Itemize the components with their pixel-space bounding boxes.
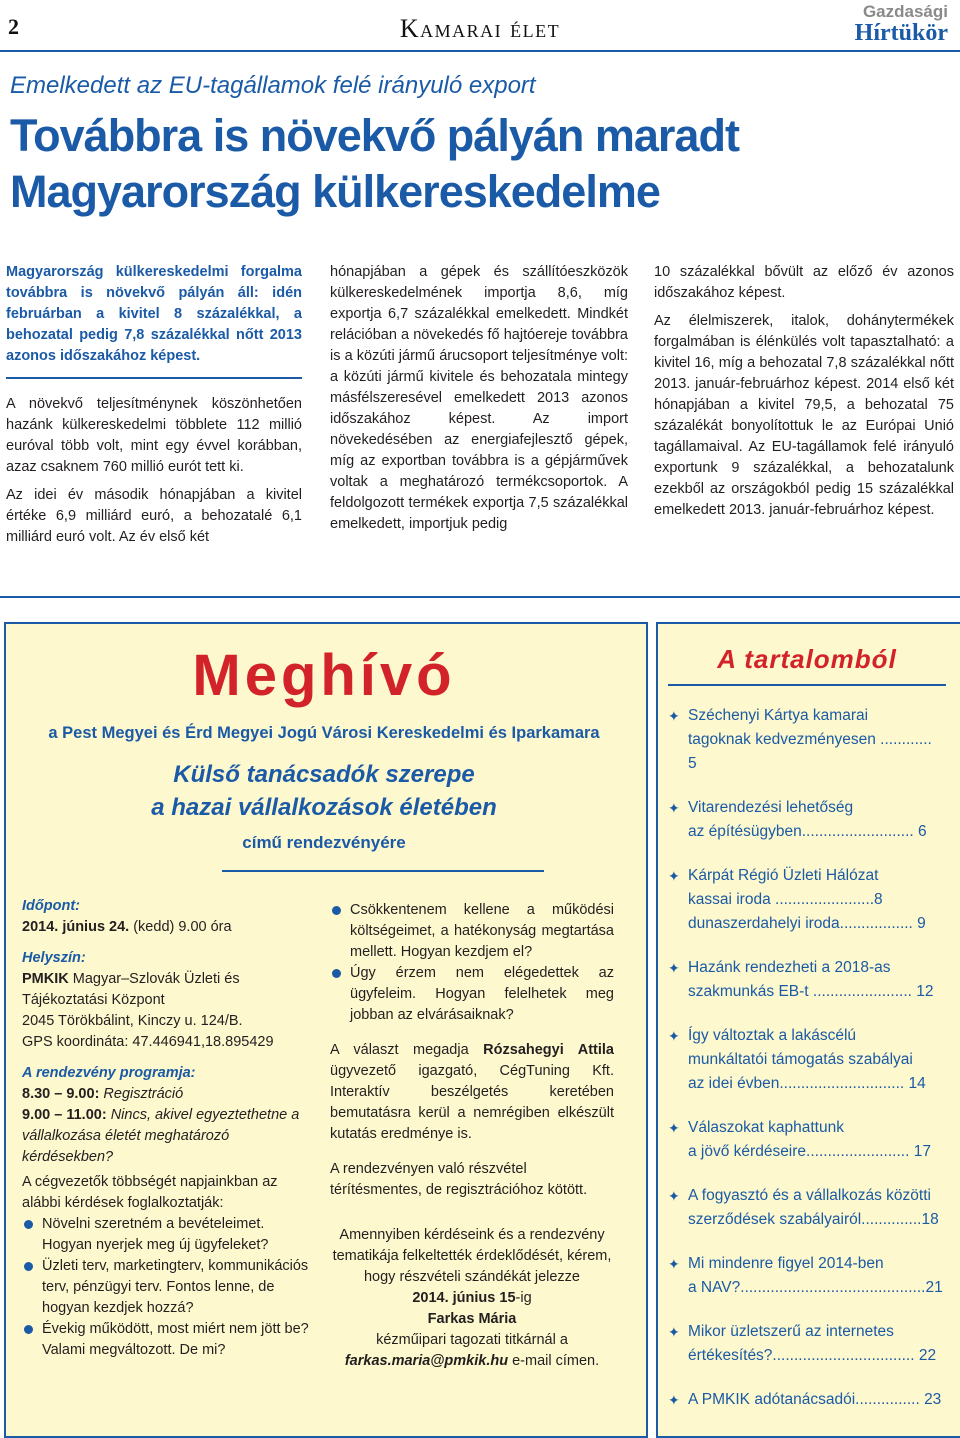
question-item: Üzleti terv, marketingterv, kommunikációs terv, pénzügyi terv. Fontos lenne, de hogyan kezdjek hozzá? <box>22 1256 310 1319</box>
address: 2045 Törökbálint, Kinczy u. 124/B. <box>22 1013 243 1029</box>
question-item: Növelni szeretném a bevételeimet. Hogyan nyerjek meg új ügyfeleket? <box>22 1214 310 1256</box>
article-column-1-body <box>6 394 302 555</box>
page-number: 2 <box>8 14 19 39</box>
toc-title: A tartalomból <box>717 644 897 674</box>
headline-line-2: Magyarország külkereskedelme <box>10 166 660 217</box>
program-item-2: 9.00 – 11.00: Nincs, akivel egyeztethetne a vállalkozása életét meghatározó kérdésekben? <box>22 1107 300 1165</box>
answer-paragraph: A választ megadja Rózsahegyi Attila ügyvezető igazgató, CégTuning Kft. Interaktív beszélgetés keretében bemutatásra kerül a nemrégiben elkészült kutatás eredménye is. <box>330 1042 614 1142</box>
date-value: 2014. június 24. (kedd) 9.00 óra <box>22 919 232 935</box>
program-label: A rendezvény programja: <box>22 1065 196 1081</box>
article-column-2 <box>330 262 628 542</box>
article-column-3 <box>654 262 954 528</box>
contact-email[interactable]: farkas.maria@pmkik.hu <box>344 1353 509 1369</box>
questions-intro: A cégvezetők többségét napjainkban az alábbi kérdések foglalkoztatják: <box>22 1174 278 1211</box>
contact-title: kézműipari tagozati titkárnál a <box>376 1332 568 1348</box>
toc-item[interactable]: ✦ Széchenyi Kártya kamarai tagoknak kedvezményesen ............ 5 <box>668 704 944 776</box>
invitation-event-title <box>4 758 644 824</box>
brand-top: Gazdasági <box>862 2 948 21</box>
invitation-right-column <box>330 900 614 1372</box>
article-lead: Magyarország külkereskedelmi forgalma továbbra is növekvő pályán áll: idén februárban a kivitel 8 százalékkal, a behozatal pedig 7,8 százalékkal nőtt 2013 azonos időszakához képest. <box>6 264 302 364</box>
contact-name: Farkas Mária <box>427 1311 517 1327</box>
program-item-1: 8.30 – 9.00: Regisztráció <box>22 1086 184 1102</box>
invitation-organizer: a Pest Megyei és Érd Megyei Jogú Városi Kereskedelmi és Iparkamara <box>48 724 600 742</box>
invitation-left-column <box>22 896 310 1361</box>
invitation-event-suffix: című rendezvényére <box>242 833 406 852</box>
article-headline <box>10 108 950 220</box>
participation-note: A rendezvényen való részvétel térítésmentes, de regisztrációhoz kötött. <box>330 1161 588 1198</box>
article-paragraph: Az élelmiszerek, italok, dohánytermékek forgalmában is élénkülés volt tapasztalható: a kivitel 16, míg a behozatal 7,8 százalékkal nőtt 2013. január-februárhoz képest. 2014 első két hónapjában a kivitel 79,5, a behozatal 75 százalékát bonyolítottuk le az Európai Unió tagállamaival. Az EU-tagállamok felé irányuló exportunk 9 százalékkal, a behozatalunk ezekből az országokból pedig 15 százalékkal emelkedett 2013. január-februárhoz képest. <box>654 313 954 518</box>
toc-item[interactable]: ✦ Válaszokat kaphattunk a jövő kérdéseire........................ 17 <box>668 1116 944 1164</box>
brand-bottom: Hírtükör <box>854 20 948 46</box>
invitation-rule <box>222 870 544 872</box>
toc-rule <box>668 684 946 686</box>
header-rule <box>0 50 960 52</box>
toc-item[interactable]: ✦ Kárpát Régió Üzleti Hálózat kassai iroda .......................8 dunaszerdahelyi iroda................. 9 <box>668 864 944 936</box>
toc-item[interactable]: ✦ Vitarendezési lehetőség az építésügyben.......................... 6 <box>668 796 944 844</box>
toc-item[interactable]: ✦ Így változtak a lakáscélú munkáltatói támogatás szabályai az idei évben............................. 14 <box>668 1024 944 1096</box>
date-label: Időpont: <box>22 898 80 914</box>
article-paragraph: hónapjában a gépek és szállítóeszközök külkereskedelmének importja 8,6, míg exportja 6,7 százalékkal emelkedett. Mindkét relációban a növekedés fő hajtóereje továbbra is a közúti jármű árucsoport teljesítménye volt: a közúti jármű kivitele és behozatala mintegy másfélszeresével emelkedett 2013 azonos időszakához képest. Az import növekedésében az energiafejlesztő gépek, míg az exportban továbbra is a gépjárművek voltak a meghatározó termékcsoportok. A feldolgozott termékek exportja 7,5 százalékkal emelkedett, importjuk pedig <box>330 264 628 532</box>
place-value: PMKIK Magyar–Szlovák Üzleti és Tájékoztatási Központ <box>22 971 240 1008</box>
article-bottom-rule <box>0 596 960 598</box>
gps-coordinates: GPS koordináta: 47.446941,18.895429 <box>22 1034 274 1050</box>
article-paragraph: A növekvő teljesítménynek köszönhetően hazánk külkereskedelmi többlete 112 millió euróval több volt, mint egy évvel korábban, azaz csaknem 760 millió eurót tett ki. <box>6 396 302 475</box>
lead-separator <box>6 377 302 379</box>
question-item: Évekig működött, most miért nem jött be? Valami megváltozott. De mi? <box>22 1319 310 1361</box>
registration-text: Amennyiben kérdéseink és a rendezvény tematikája felkeltették érdeklődését, kérem, hogy részvételi szándékát jelezze <box>332 1227 612 1285</box>
invitation-title: Meghívó <box>192 643 456 708</box>
article-paragraph: Az idei év második hónapjában a kivitel értéke 6,9 milliárd euró, a behozatalé 6,1 milliárd euró volt. Az év első két <box>6 487 302 545</box>
toc-item[interactable]: ✦ A fogyasztó és a vállalkozás közötti szerződések szabályairól..............18 <box>668 1184 944 1232</box>
place-label: Helyszín: <box>22 950 86 966</box>
headline-line-1: Továbbra is növekvő pályán maradt <box>10 110 739 161</box>
article-paragraph: 10 százalékkal bővült az előző év azonos időszakához képest. <box>654 264 954 301</box>
toc-item[interactable]: ✦ A PMKIK adótanácsadói............... 23 <box>668 1388 944 1412</box>
question-item: Úgy érzem nem elégedettek az ügyfeleim. Hogyan felelhetek meg jobban az elvárásaiknak? <box>330 963 614 1026</box>
article-column-1 <box>6 262 302 374</box>
toc-list <box>668 704 944 1432</box>
event-title-line-1: Külső tanácsadók szerepe <box>173 761 475 788</box>
contact-email-line: farkas.maria@pmkik.hu e-mail címen. <box>344 1353 600 1369</box>
registration-deadline: 2014. június 15-ig <box>412 1290 532 1306</box>
article-kicker: Emelkedett az EU-tagállamok felé irányuló export <box>10 72 536 99</box>
toc-item[interactable]: ✦ Hazánk rendezheti a 2018-as szakmunkás EB-t ....................... 12 <box>668 956 944 1004</box>
event-title-line-2: a hazai vállalkozások életében <box>151 794 497 821</box>
toc-item[interactable]: ✦ Mi mindenre figyel 2014-ben a NAV?...........................................21 <box>668 1252 944 1300</box>
question-item: Csökkentenem kellene a működési költségeimet, a hatékonyság megtartása mellett. Hogyan kezdjem el? <box>330 900 614 963</box>
section-title: Kamarai élet <box>399 14 561 43</box>
toc-item[interactable]: ✦ Mikor üzletszerű az internetes értékesítés?................................. 22 <box>668 1320 944 1368</box>
